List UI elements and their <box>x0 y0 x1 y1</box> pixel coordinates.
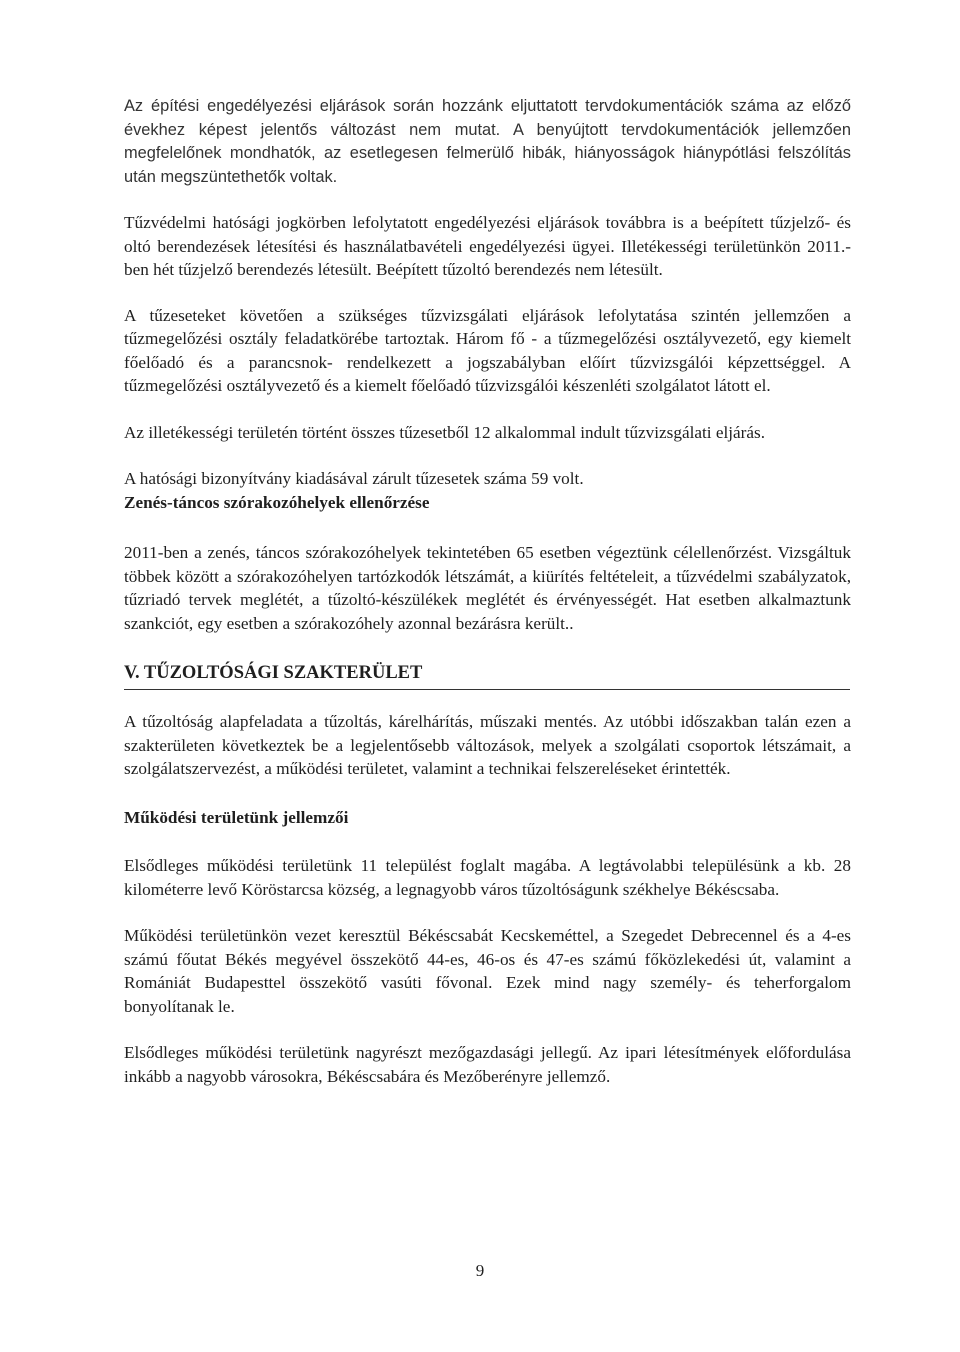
heading-operating-area: Működési területünk jellemzői <box>124 807 349 827</box>
paragraph-fire-authority-permits: Tűzvédelmi hatósági jogkörben lefolytatott engedélyezési eljárások továbbra is a beépített tűzjelző- és oltó berendezések létesítési és használatbavételi engedélyezési ügyei. Illetékességi területünkön 2011.-ben hét tűzjelző berendezés létesült. Beépített tűzoltó berendezés nem létesült. <box>124 213 851 279</box>
paragraph-fire-investigation: A tűzeseteket követően a szükséges tűzvizsgálati eljárások lefolytatása szintén jellemzően a tűzmegelőzési osztály feladatkörébe tartoztak. Három fő - a tűzmegelőzési osztályvezető, egy kiemelt főelőadó és a parancsnok- rendelkezett a jogszabályban előírt tűzvizsgálói képzettséggel. A tűzmegelőzési osztályvezető és a kiemelt főelőadó tűzvizsgálói készenléti szolgálatot látott el. <box>124 305 851 395</box>
page-number: 9 <box>475 1261 485 1280</box>
paragraph-fire-service-duties: A tűzoltóság alapfeladata a tűzoltás, kárelhárítás, műszaki mentés. Az utóbbi időszakban talán ezen a szakterületen következtek be a legjelentősebb változások, melyek a szolgálati csoportok létszámait, a szolgálatszervezést, a működési területet, valamint a technikai felszereléseket érintették. <box>124 712 851 778</box>
paragraph-authority-certificate: A hatósági bizonyítvány kiadásával zárult tűzesetek száma 59 volt. <box>124 469 584 488</box>
document-page <box>124 95 851 1088</box>
paragraph-fire-investigation-count: Az illetékességi területén történt összes tűzesetből 12 alkalommal indult tűzvizsgálati eljárás. <box>124 422 765 442</box>
paragraph-operating-area: Elsődleges működési területünk 11 települést foglalt magába. A legtávolabbi településünk a kb. 28 kilométerre levő Köröstarcsa község, a legnagyobb város tűzoltóságunk székhelye Békéscsaba. <box>124 856 851 899</box>
paragraph-transport-routes: Működési területünkön vezet keresztül Békéscsabát Kecskeméttel, a Szegedet Debrecennel és a 4-es számú főutat Békés megyével összekötő 44-es, 46-os és 47-es számú főközlekedési út, valamint a Romániát Budapesttel összekötő vasúti fővonal. Ezek mind nagy személy- és teherforgalom bonyolítanak le. <box>124 926 851 1016</box>
paragraph-building-permits: Az építési engedélyezési eljárások során hozzánk eljuttatott tervdokumentációk száma az előző évekhez képest jelentős változást nem mutat. A benyújtott tervdokumentációk jellemzően megfelelőnek mondhatók, az esetlegesen felmerülő hibák, hiányosságok hiánypótlási felszólítás után megszüntethetők voltak. <box>124 97 851 186</box>
paragraph-area-character: Elsődleges működési területünk nagyrészt mezőgazdasági jellegű. Az ipari létesítmények előfordulása inkább a nagyobb városokra, Békéscsabára és Mezőberényre jellemző. <box>124 1043 851 1086</box>
paragraph-entertainment-venues: 2011-ben a zenés, táncos szórakozóhelyek tekintetében 65 esetben végeztünk célellenőrzést. Vizsgáltuk többek között a szórakozóhelyen tartózkodók létszámát, a kiürítés feltételeit, a tűzvédelmi szabályzatok, tűzriadó tervek meglétét, a tűzoltó-készülékek meglétét és érvényességét. Hat esetben alkalmaztunk szankciót, egy esetben a szórakozóhely azonnal bezárásra került.. <box>124 543 851 633</box>
section-title-fire-service: V. TŰZOLTÓSÁGI SZAKTERÜLET <box>124 661 850 690</box>
heading-entertainment-venues: Zenés-táncos szórakozóhelyek ellenőrzése <box>124 492 430 512</box>
